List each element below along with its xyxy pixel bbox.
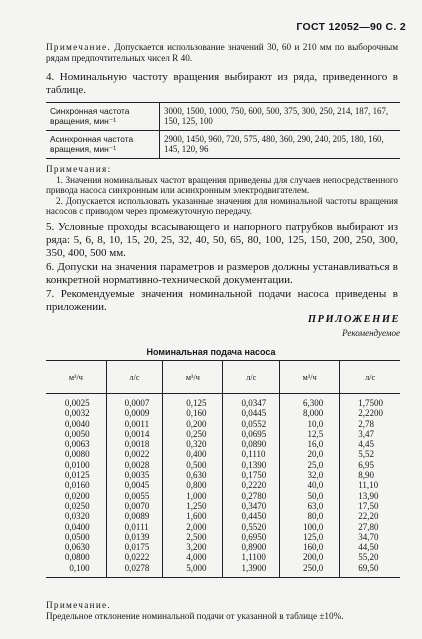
note-bottom-text: Предельное отклонение номинальной подачи от указанной в таблице ±10%.	[46, 610, 344, 621]
flow-cell: 160,0	[303, 542, 324, 553]
flow-cell: 2,000	[186, 521, 207, 532]
table-header-row	[46, 361, 400, 394]
flow-cell: 0,0400	[64, 521, 90, 532]
flow-column-m3h-2	[163, 394, 223, 578]
flow-cell: 0,200	[186, 418, 207, 429]
flow-cell: 50,0	[307, 490, 324, 501]
flow-cell: 0,0011	[124, 418, 150, 429]
flow-cell: 20,0	[307, 449, 324, 460]
flow-cell: 0,400	[186, 449, 207, 460]
flow-cell: 0,100	[69, 562, 90, 573]
flow-column-m3h-3	[280, 394, 340, 578]
flow-cell: 0,0063	[64, 439, 90, 450]
flow-table-title: Номинальная подача насоса	[146, 347, 276, 357]
flow-cell: 0,0630	[64, 542, 90, 553]
flow-cell: 22,20	[358, 511, 379, 522]
note-bottom	[46, 600, 398, 621]
flow-cell: 63,0	[307, 500, 324, 511]
flow-cell: 5,000	[186, 562, 207, 573]
flow-cell: 8,90	[358, 470, 375, 481]
item-7-text: 7. Рекомендуемые значения номинальной подачи насоса приведены в приложении.	[46, 288, 398, 313]
flow-cell: 100,0	[303, 521, 324, 532]
flow-cell: 0,0200	[64, 490, 90, 501]
rotation-row-values: 3000, 1500, 1000, 750, 600, 500, 375, 300, 250, 214, 187, 167, 150, 125, 100	[160, 103, 401, 131]
flow-cell: 32,0	[307, 470, 324, 481]
flow-cell: 0,0045	[124, 480, 150, 491]
flow-cell: 0,0089	[124, 511, 150, 522]
flow-cell: 0,0050	[64, 428, 90, 439]
table-row	[46, 103, 400, 131]
flow-cell: 0,0445	[241, 408, 267, 419]
flow-cell: 0,3470	[241, 500, 267, 511]
flow-cell: 0,0014	[124, 428, 150, 439]
flow-cell: 4,000	[186, 552, 207, 563]
flow-cell: 0,0695	[241, 428, 267, 439]
flow-cell: 1,7500	[358, 398, 384, 408]
rotation-row-values: 2900, 1450, 960, 720, 575, 480, 360, 290, 240, 205, 180, 160, 145, 120, 96	[160, 131, 401, 159]
flow-cell: 0,160	[186, 408, 207, 419]
flow-cell: 0,5520	[241, 521, 267, 532]
column-header: м³/ч	[46, 361, 106, 394]
flow-cell: 0,0175	[124, 542, 150, 553]
flow-cell: 11,10	[358, 480, 379, 491]
appendix-status: Рекомендуемое	[342, 328, 400, 338]
flow-cell: 0,0552	[241, 418, 267, 429]
flow-cell: 200,0	[303, 552, 324, 563]
flow-cell: 0,0800	[64, 552, 90, 563]
flow-cell: 0,0055	[124, 490, 150, 501]
flow-cell: 0,0100	[64, 459, 90, 470]
flow-cell: 0,6950	[241, 531, 267, 542]
flow-cell: 0,250	[186, 428, 207, 439]
flow-cell: 250,0	[303, 562, 324, 573]
flow-cell: 1,000	[186, 490, 207, 501]
flow-cell: 3,200	[186, 542, 207, 553]
flow-cell: 0,0139	[124, 531, 150, 542]
flow-table	[46, 360, 400, 578]
column-header: л/с	[340, 361, 400, 394]
note-top-text: Допускается использование значений 30, 60 и 210 мм по выборочным рядам предпочтительных чисел R 40.	[46, 42, 399, 63]
flow-cell: 1,1100	[241, 552, 266, 563]
flow-cell: 0,0025	[64, 398, 90, 408]
flow-cell: 0,630	[186, 470, 207, 481]
flow-cell: 69,50	[358, 562, 379, 573]
flow-cell: 5,52	[358, 449, 375, 460]
flow-cell: 0,0125	[64, 470, 90, 481]
flow-column-m3h-1	[46, 394, 106, 578]
column-header: л/с	[223, 361, 280, 394]
flow-cell: 0,8900	[241, 542, 267, 553]
flow-cell: 0,0028	[124, 459, 150, 470]
flow-cell: 0,1110	[241, 449, 266, 460]
flow-cell: 0,2220	[241, 480, 267, 491]
page-header: ГОСТ 12052—90 С. 2	[296, 21, 406, 33]
flow-cell: 12,5	[307, 428, 324, 439]
flow-cell: 0,0018	[124, 439, 150, 450]
flow-cell: 44,50	[358, 542, 379, 553]
flow-cell: 3,47	[358, 428, 375, 439]
flow-cell: 8,000	[303, 408, 324, 419]
flow-cell: 2,2200	[358, 408, 384, 419]
flow-cell: 0,0111	[124, 521, 149, 532]
rotation-speed-table	[46, 102, 400, 159]
flow-cell: 6,95	[358, 459, 375, 470]
flow-cell: 0,2780	[241, 490, 267, 501]
item-5-text: 5. Условные проходы всасывающего и напорного патрубков выбирают из ряда: 5, 6, 8, 10, 15, 20, 25, 32, 40, 50, 65, 80, 100, 125, 150, 200, 250, 300, 350, 400, 500 мм.	[46, 221, 398, 259]
flow-cell: 17,50	[358, 500, 379, 511]
flow-cell: 0,0040	[64, 418, 90, 429]
flow-cell: 80,0	[307, 511, 324, 522]
column-header: л/с	[106, 361, 163, 394]
flow-cell: 0,0347	[241, 398, 267, 408]
flow-column-ls-2	[223, 394, 280, 578]
flow-cell: 34,70	[358, 531, 379, 542]
table-row	[46, 131, 400, 159]
flow-cell: 0,1750	[241, 470, 267, 481]
flow-cell: 0,125	[186, 398, 207, 408]
flow-column-ls-1	[106, 394, 163, 578]
item-4	[46, 71, 398, 97]
item-6	[46, 261, 398, 287]
flow-cell: 1,600	[186, 511, 207, 522]
notes-block	[46, 164, 398, 217]
flow-cell: 13,90	[358, 490, 379, 501]
flow-cell: 0,800	[186, 480, 207, 491]
item-6-text: 6. Допуски на значения параметров и размеров должны устанавливаться в конкретной нормативно-технической документации.	[46, 261, 398, 286]
flow-cell: 2,500	[186, 531, 207, 542]
item-5	[46, 221, 398, 260]
column-header: м³/ч	[163, 361, 223, 394]
flow-cell: 0,0070	[124, 500, 150, 511]
flow-cell: 0,0032	[64, 408, 90, 419]
column-header: м³/ч	[280, 361, 340, 394]
flow-cell: 0,0320	[64, 511, 90, 522]
flow-column-ls-3	[340, 394, 400, 578]
flow-cell: 0,500	[186, 459, 207, 470]
flow-cell: 0,320	[186, 439, 207, 450]
flow-cell: 27,80	[358, 521, 379, 532]
item-4-text: 4. Номинальную частоту вращения выбирают из ряда, приведенного в таблице.	[46, 71, 398, 96]
flow-cell: 40,0	[307, 480, 324, 491]
flow-cell: 0,0500	[64, 531, 90, 542]
note-top	[46, 42, 398, 63]
flow-cell: 2,78	[358, 418, 375, 429]
flow-cell: 0,0890	[241, 439, 267, 450]
flow-cell: 0,0278	[124, 562, 150, 573]
flow-cell: 0,0007	[124, 398, 150, 408]
flow-cell: 0,0222	[124, 552, 150, 563]
appendix-heading	[308, 314, 400, 338]
table-body-row	[46, 394, 400, 578]
note-top-label: Примечание.	[46, 42, 112, 52]
flow-cell: 0,4450	[241, 511, 267, 522]
item-7	[46, 288, 398, 314]
note-bottom-label: Примечание.	[46, 600, 112, 610]
appendix-title: ПРИЛОЖЕНИЕ	[307, 314, 400, 325]
flow-cell: 16,0	[307, 439, 324, 450]
flow-cell: 0,0022	[124, 449, 150, 460]
flow-cell: 125,0	[303, 531, 324, 542]
flow-cell: 0,0080	[64, 449, 90, 460]
notes-item-2: 2. Допускается использовать указанные значения для номинальной частоты вращения насосов с приводом через промежуточную передачу.	[46, 195, 398, 217]
notes-item-1: 1. Значения номинальных частот вращения приведены для случаев непосредственного привода насоса синхронным или асинхронным электродвигателем.	[46, 174, 398, 196]
flow-cell: 1,250	[186, 500, 207, 511]
rotation-row-label: Асинхронная частота вращения, мин⁻¹	[46, 131, 160, 159]
flow-cell: 0,1390	[241, 459, 267, 470]
flow-cell: 4,45	[358, 439, 375, 450]
flow-cell: 0,0009	[124, 408, 150, 419]
flow-cell: 0,0035	[124, 470, 150, 481]
flow-cell: 0,0250	[64, 500, 90, 511]
flow-cell: 6,300	[303, 398, 324, 408]
flow-cell: 1,3900	[241, 562, 267, 573]
rotation-row-label: Синхронная частота вращения, мин⁻¹	[46, 103, 160, 131]
flow-cell: 25,0	[307, 459, 324, 470]
notes-label: Примечания:	[46, 164, 112, 174]
flow-cell: 0,0160	[64, 480, 90, 491]
flow-cell: 10,0	[307, 418, 324, 429]
flow-cell: 55,20	[358, 552, 379, 563]
